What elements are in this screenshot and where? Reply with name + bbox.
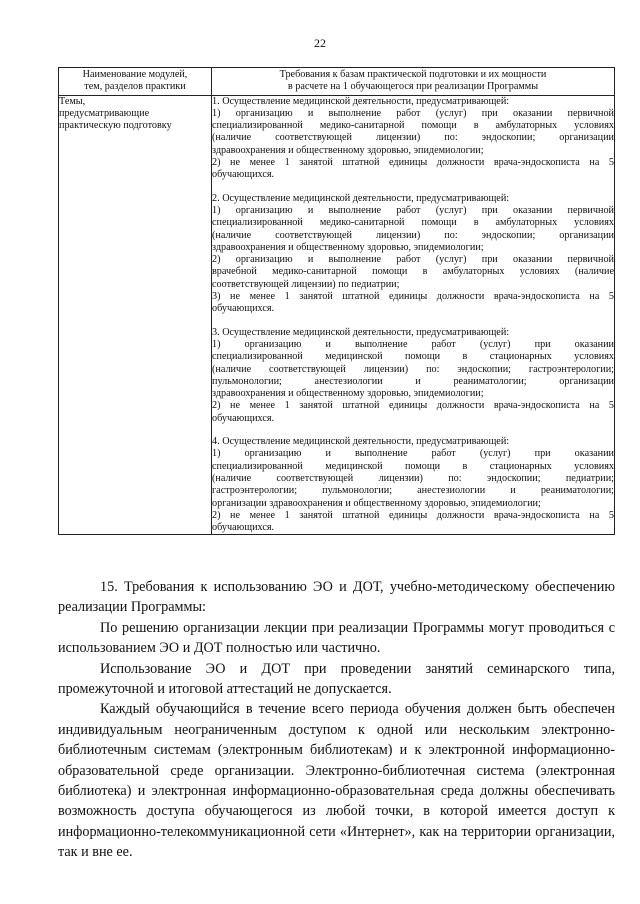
requirement-line: специализированной медико-санитарной помощи в амбулаторных условиях — [212, 217, 614, 229]
requirement-line: организации здравоохранения и общественному здоровью, эпидемиологии; — [212, 497, 541, 509]
requirement-line: 2) организацию и выполнение работ (услуг) при оказании первичной — [212, 254, 614, 266]
requirement-line: 2) не менее 1 занятой штатной единицы должности врача-эндоскописта на 5 — [212, 509, 614, 521]
paragraph: Каждый обучающийся в течение всего периода обучения должен быть обеспечен индивидуальным неограниченным доступом к одной или нескольким электронно-библиотечным системам (электронным библиотекам) и к электронной информационно-образовательной среде организации. Электронно-библиотечная система (электронная библиотека) и электронная информационно-образовательная среда должны обеспечивать возможность доступа обучающегося из любой точки, в которой имеется доступ к информационно-телекоммуникационной сети «Интернет», как на территории организации, так и вне ее. — [58, 701, 615, 861]
requirement-line: врачебной медико-санитарной помощи в амбулаторных условиях (наличие — [212, 266, 614, 278]
header-line: Наименование модулей, — [82, 69, 188, 80]
topics-line: предусматривающие — [59, 107, 150, 119]
requirement-line: здравоохранения и общественному здоровью, эпидемиологии; — [212, 388, 484, 400]
requirement-line: специализированной медицинской помощи в стационарных условиях — [212, 460, 614, 472]
requirement-line: обучающихся. — [212, 169, 275, 181]
header-requirements — [212, 68, 615, 96]
requirement-line: (наличие соответствующей лицензии) по: эндоскопии; организации — [212, 229, 614, 241]
requirement-line: 3. Осуществление медицинской деятельности, предусматривающей: — [212, 326, 510, 338]
requirement-line: гастроэнтерологии; пульмонологии; анестезиологии и реаниматологии; — [212, 485, 614, 497]
requirement-line: 1) организацию и выполнение работ (услуг) при оказании — [212, 448, 614, 460]
requirement-line: здравоохранения и общественному здоровью, эпидемиологии; — [212, 144, 484, 156]
requirement-line: 2) не менее 1 занятой штатной единицы должности врача-эндоскописта на 5 — [212, 400, 614, 412]
requirement-line: 2. Осуществление медицинской деятельности, предусматривающей: — [212, 192, 510, 204]
requirement-line: обучающихся. — [212, 412, 275, 424]
requirement-line: здравоохранения и общественному здоровью, эпидемиологии; — [212, 241, 484, 253]
requirement-line: 1) организацию и выполнение работ (услуг) при оказании — [212, 338, 614, 350]
table-row — [59, 95, 615, 535]
requirement-line: обучающихся. — [212, 522, 275, 534]
requirement-line: 3) не менее 1 занятой штатной единицы должности врача-эндоскописта на 5 — [212, 291, 614, 303]
requirement-line: (наличие соответствующей лицензии) по: эндоскопии; педиатрии; — [212, 472, 614, 484]
requirement-line: (наличие соответствующей лицензии) по: эндоскопии; организации — [212, 132, 614, 144]
section-heading-paragraph: 15. Требования к использованию ЭО и ДОТ, учебно-методическому обеспечению реализации Программы: — [58, 579, 615, 616]
header-line: в расчете на 1 обучающегося при реализации Программы — [287, 81, 539, 93]
requirement-line: 2) не менее 1 занятой штатной единицы должности врача-эндоскописта на 5 — [212, 157, 614, 169]
header-line: тем, разделов практики — [84, 81, 186, 93]
requirement-line: обучающихся. — [212, 303, 275, 315]
requirement-block-3 — [212, 327, 614, 425]
requirement-line: соответствующей лицензии) по педиатрии; — [212, 278, 400, 290]
topics-line: практическую подготовку — [59, 120, 172, 132]
requirement-block-2 — [212, 193, 614, 316]
body-text — [58, 577, 615, 863]
header-line: Требования к базам практической подготовки и их мощности — [279, 69, 547, 80]
requirement-line: 1) организацию и выполнение работ (услуг) при оказании первичной — [212, 204, 614, 216]
requirements-cell — [212, 95, 615, 535]
table-header-row — [59, 68, 615, 96]
requirement-line: (наличие соответствующей лицензии) по: эндоскопии; гастроэнтерологии; — [212, 363, 614, 375]
requirement-block-1 — [212, 96, 614, 182]
requirement-line: 1) организацию и выполнение работ (услуг) при оказании первичной — [212, 107, 614, 119]
requirement-line: специализированной медико-санитарной помощи в амбулаторных условиях — [212, 120, 614, 132]
paragraph: По решению организации лекции при реализации Программы могут проводиться с использованием ЭО и ДОТ полностью или частично. — [58, 619, 615, 657]
topics-line: Темы, — [59, 95, 86, 107]
topics-cell — [59, 95, 212, 535]
requirement-block-4 — [212, 436, 614, 534]
requirement-line: пульмонологии; анестезиологии и реаниматологии; организации — [212, 375, 614, 387]
header-modules — [59, 68, 212, 96]
requirement-line: специализированной медицинской помощи в стационарных условиях — [212, 351, 614, 363]
requirements-table — [58, 67, 615, 535]
page-number: 22 — [314, 36, 326, 50]
requirement-line: 1. Осуществление медицинской деятельности, предусматривающей: — [212, 95, 510, 107]
paragraph: Использование ЭО и ДОТ при проведении занятий семинарского типа, промежуточной и итоговой аттестаций не допускается. — [58, 660, 615, 698]
requirement-line: 4. Осуществление медицинской деятельности, предусматривающей: — [212, 436, 510, 448]
